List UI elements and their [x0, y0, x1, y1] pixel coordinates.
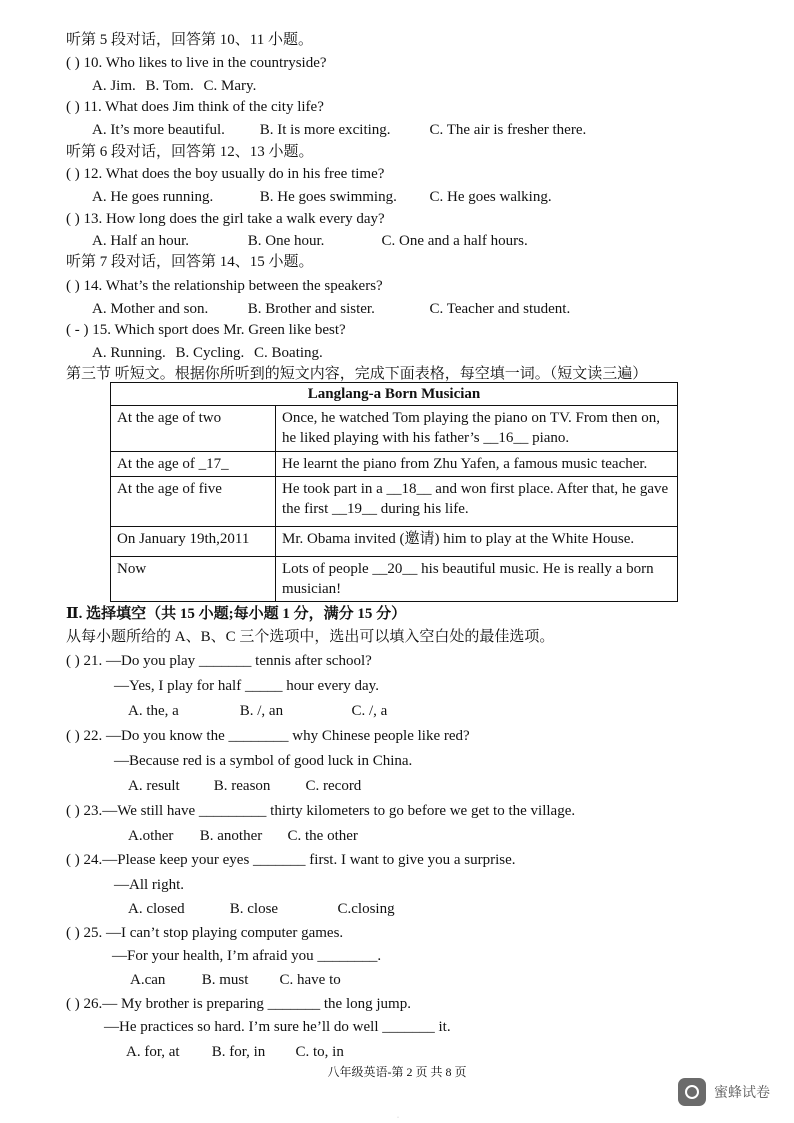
answer-paren: ( )	[66, 996, 80, 1012]
row-time: At the age of _17_	[111, 452, 276, 477]
table-title: Langlang-a Born Musician	[111, 383, 678, 406]
question-stem: 12. What does the boy usually do in his free time?	[83, 166, 385, 182]
option-c: C.closing	[337, 901, 395, 917]
question-stem: 15. Which sport does Mr. Green like best?	[92, 322, 346, 338]
options-23	[128, 826, 358, 846]
option-a: A. the, a	[128, 703, 179, 719]
row-event: He learnt the piano from Zhu Yafen, a famous music teacher.	[276, 452, 678, 477]
option-b: B. close	[229, 901, 279, 917]
option-c: C. /, a	[351, 703, 388, 719]
watermark	[678, 1078, 770, 1106]
option-b: B. It is more exciting.	[259, 122, 391, 138]
watermark-text: 蜜蜂试卷	[714, 1085, 770, 1101]
option-b: B. reason	[213, 778, 271, 794]
row-event: Mr. Obama invited (邀请) him to play at the White House.	[276, 527, 678, 557]
reply-25: —For your health, I’m afraid you ________.	[112, 948, 382, 964]
watermark-logo-icon	[678, 1078, 706, 1106]
option-a: A. It’s more beautiful.	[92, 122, 225, 138]
option-a: A. Half an hour.	[92, 233, 190, 249]
reply-22: —Because red is a symbol of good luck in China.	[114, 753, 413, 769]
option-a: A. for, at	[126, 1044, 180, 1060]
options-11	[92, 120, 586, 140]
part2-instruction: 从每小题所给的 A、B、C 三个选项中，选出可以填入空白处的最佳选项。	[66, 629, 555, 645]
table-row	[111, 477, 678, 527]
answer-paren: ( )	[66, 99, 80, 115]
options-15	[92, 343, 323, 363]
row-time: On January 19th,2011	[111, 527, 276, 557]
options-14	[92, 299, 570, 319]
option-a: A. Running.	[92, 345, 166, 361]
question-stem: 24.—Please keep your eyes _______ first. I want to give you a surprise.	[83, 852, 516, 868]
reply-21: —Yes, I play for half _____ hour every day.	[114, 678, 379, 694]
fill-in-table	[110, 382, 678, 602]
part2-heading: Ⅱ. 选择填空（共 15 小题;每小题 1 分，满分 15 分）	[66, 606, 407, 622]
option-b: B. must	[201, 972, 249, 988]
option-b: B. for, in	[211, 1044, 266, 1060]
row-time: At the age of two	[111, 406, 276, 452]
answer-paren: ( )	[66, 278, 80, 294]
table-row	[111, 527, 678, 557]
options-21	[128, 701, 387, 721]
table-row	[111, 452, 678, 477]
options-10	[92, 76, 256, 96]
question-12	[66, 164, 384, 184]
page-mark: ·	[397, 1115, 399, 1121]
question-24	[66, 850, 516, 870]
options-26	[126, 1042, 344, 1062]
answer-paren: ( )	[66, 728, 80, 744]
question-26	[66, 994, 411, 1014]
heading-dialog-7: 听第 7 段对话，回答第 14、15 小题。	[66, 254, 314, 270]
option-c: C. Mary.	[203, 78, 257, 94]
option-b: B. He goes swimming.	[259, 189, 397, 205]
option-c: C. He goes walking.	[429, 189, 552, 205]
question-14	[66, 276, 383, 296]
options-25	[130, 970, 341, 990]
option-c: C. to, in	[295, 1044, 344, 1060]
options-12	[92, 187, 552, 207]
question-stem: 10. Who likes to live in the countryside?	[83, 55, 327, 71]
option-b: B. Brother and sister.	[247, 301, 375, 317]
option-c: C. One and a half hours.	[381, 233, 528, 249]
option-a: A. Mother and son.	[92, 301, 209, 317]
question-21	[66, 651, 372, 671]
option-a: A. Jim.	[92, 78, 136, 94]
question-13	[66, 209, 385, 229]
heading-dialog-6: 听第 6 段对话，回答第 12、13 小题。	[66, 144, 314, 160]
row-time: Now	[111, 557, 276, 602]
answer-paren: ( )	[66, 211, 80, 227]
question-23	[66, 801, 575, 821]
question-25	[66, 923, 343, 943]
options-22	[128, 776, 361, 796]
table-row	[111, 406, 678, 452]
question-stem: 13. How long does the girl take a walk every day?	[83, 211, 385, 227]
section3-heading: 第三节 听短文。根据你所听到的短文内容，完成下面表格，每空填一词。（短文读三遍）	[66, 366, 648, 382]
option-c: C. record	[305, 778, 362, 794]
heading-dialog-5: 听第 5 段对话，回答第 10、11 小题。	[66, 32, 313, 48]
answer-paren: ( )	[66, 653, 80, 669]
page-footer: 八年级英语-第 2 页 共 8 页	[327, 1065, 467, 1079]
answer-paren: ( )	[66, 55, 80, 71]
option-c: C. Teacher and student.	[429, 301, 571, 317]
options-13	[92, 231, 528, 251]
reply-26: —He practices so hard. I’m sure he’ll do well _______ it.	[104, 1019, 451, 1035]
row-time: At the age of five	[111, 477, 276, 527]
answer-paren: ( )	[66, 852, 80, 868]
answer-paren: ( )	[66, 925, 80, 941]
options-24	[128, 899, 395, 919]
option-c: C. the other	[287, 828, 358, 844]
option-c: C. have to	[279, 972, 341, 988]
answer-paren: ( - )	[66, 322, 89, 338]
option-c: C. The air is fresher there.	[429, 122, 587, 138]
option-a: A. result	[128, 778, 180, 794]
question-stem: 11. What does Jim think of the city life?	[83, 99, 324, 115]
option-b: B. another	[199, 828, 263, 844]
question-stem: 26.— My brother is preparing _______ the long jump.	[83, 996, 411, 1012]
question-stem: 21. —Do you play _______ tennis after school?	[83, 653, 372, 669]
answer-paren: ( )	[66, 166, 80, 182]
question-stem: 14. What’s the relationship between the speakers?	[83, 278, 383, 294]
row-event: Lots of people __20__ his beautiful music. He is really a born musician!	[276, 557, 678, 602]
option-a: A.other	[128, 828, 174, 844]
question-15	[66, 320, 346, 340]
row-event: He took part in a __18__ and won first place. After that, he gave the first __19__ during his life.	[276, 477, 678, 527]
question-10	[66, 53, 327, 73]
question-stem: 25. —I can’t stop playing computer games.	[83, 925, 344, 941]
option-c: C. Boating.	[254, 345, 323, 361]
option-b: B. /, an	[239, 703, 284, 719]
question-stem: 23.—We still have _________ thirty kilometers to go before we get to the village.	[83, 803, 576, 819]
question-11	[66, 97, 324, 117]
option-b: B. Cycling.	[175, 345, 245, 361]
question-22	[66, 726, 470, 746]
row-event: Once, he watched Tom playing the piano on TV. From then on, he liked playing with his father’s __16__ piano.	[276, 406, 678, 452]
option-b: B. Tom.	[145, 78, 194, 94]
option-a: A.can	[130, 972, 166, 988]
answer-paren: ( )	[66, 803, 80, 819]
table-row	[111, 557, 678, 602]
option-a: A. closed	[128, 901, 185, 917]
option-a: A. He goes running.	[92, 189, 214, 205]
reply-24: —All right.	[114, 877, 184, 893]
question-stem: 22. —Do you know the ________ why Chinese people like red?	[83, 728, 470, 744]
option-b: B. One hour.	[247, 233, 325, 249]
